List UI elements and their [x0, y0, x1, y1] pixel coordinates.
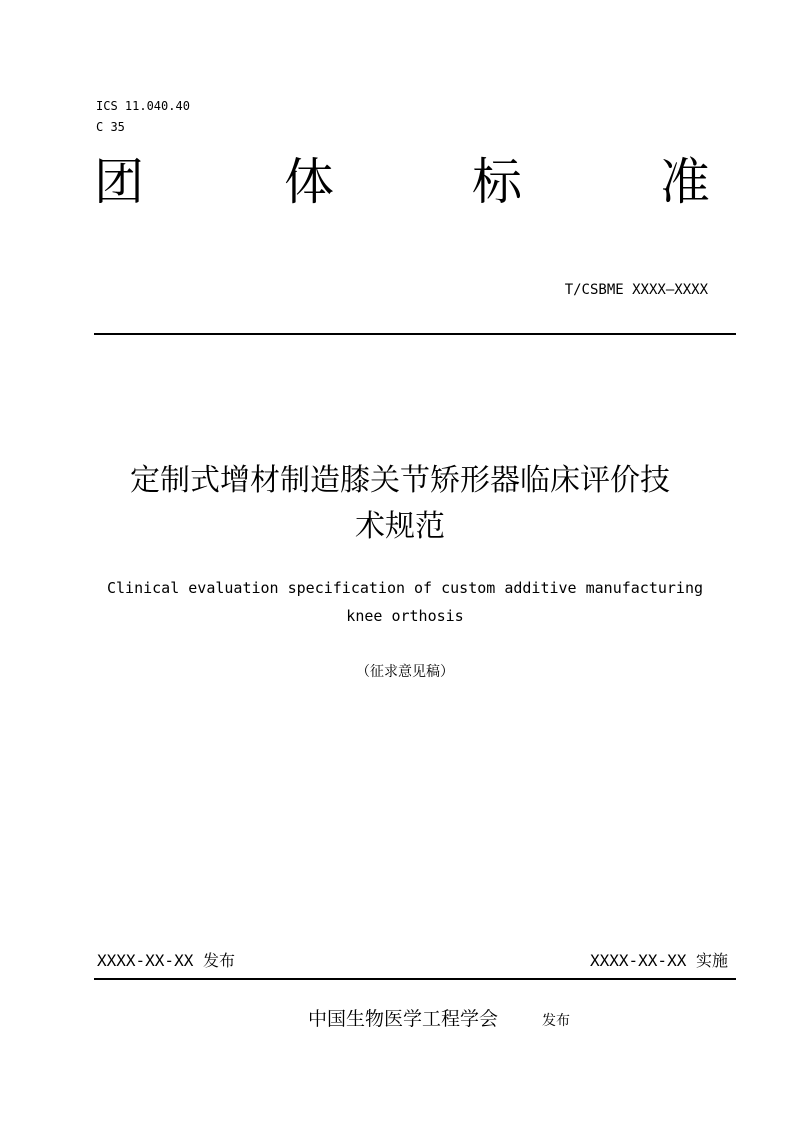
banner-char-4: 准: [660, 153, 710, 211]
title-english: [70, 574, 740, 630]
banner-char-1: 团: [94, 153, 144, 211]
title-chinese: [80, 458, 720, 550]
draft-status: （征求意见稿）: [356, 664, 454, 680]
title-chinese-line-1: 定制式增材制造膝关节矫形器临床评价技: [130, 463, 670, 498]
title-english-line-2: knee orthosis: [346, 607, 464, 625]
standard-type-banner: [94, 152, 714, 212]
top-divider: [94, 333, 736, 335]
title-english-line-1: Clinical evaluation specification of custom additive manufacturing: [106, 579, 704, 597]
implement-date: XXXX-XX-XX 实施: [590, 951, 728, 970]
banner-char-2: 体: [284, 153, 334, 211]
ics-code: ICS 11.040.40: [96, 99, 190, 113]
title-chinese-line-2: 术规范: [355, 509, 445, 544]
publish-date: XXXX-XX-XX 发布: [97, 951, 235, 970]
banner-char-3: 标: [472, 153, 522, 211]
bottom-divider: [94, 978, 736, 980]
publisher-name: 中国生物医学工程学会: [308, 1008, 499, 1030]
publisher-tag: 发布: [542, 1013, 570, 1029]
ccs-code: C 35: [96, 120, 125, 134]
standard-number: T/CSBME XXXX—XXXX: [564, 282, 708, 298]
